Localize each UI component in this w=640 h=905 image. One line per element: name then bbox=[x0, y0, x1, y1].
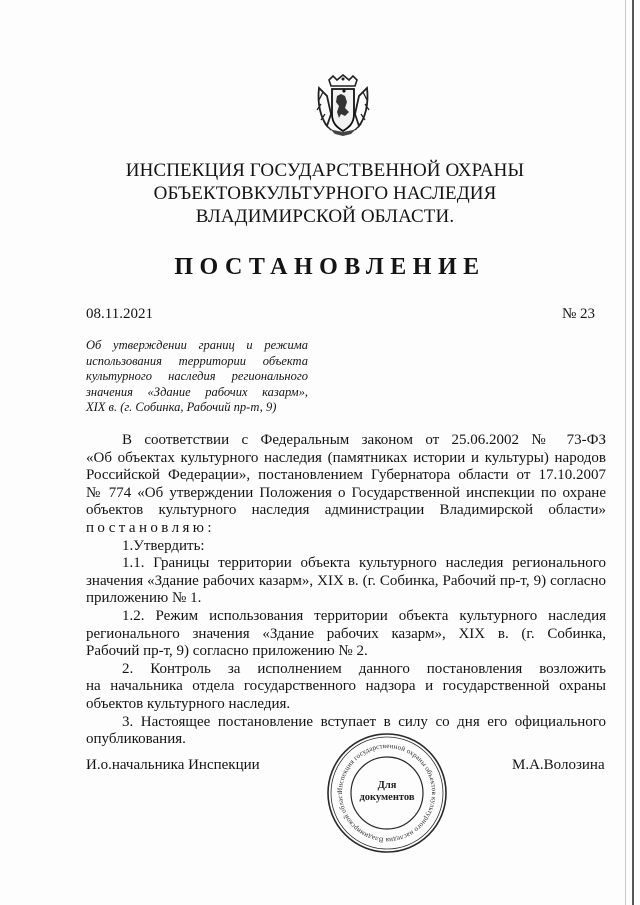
signatory-name: М.А.Волозина bbox=[512, 757, 605, 773]
coat-of-arms-emblem bbox=[315, 74, 371, 138]
document-number: № 23 bbox=[562, 306, 596, 322]
item-1-2-line: 1.2. Режим использования территории объекта культурного наследия bbox=[122, 607, 606, 624]
item-2-line: объектов культурного наследия. bbox=[86, 695, 291, 712]
subject-line: Об утверждении границ и режима bbox=[86, 338, 308, 352]
stamp-ring-text: Инспекция государственной охраны объектов культурного наследия Владимирской област bbox=[335, 741, 439, 845]
subject-line: значения «Здание рабочих казарм», bbox=[86, 384, 308, 399]
item-2-line: 2. Контроль за исполнением данного постановления возложить bbox=[122, 660, 606, 677]
agency-line: ВЛАДИМИРСКОЙ ОБЛАСТИ. bbox=[195, 206, 455, 227]
agency-line: ИНСПЕКЦИЯ ГОСУДАРСТВЕННОЙ ОХРАНЫ bbox=[125, 160, 525, 181]
approve-heading: 1.Утвердить: bbox=[122, 537, 205, 554]
agency-line: ОБЪЕКТОВКУЛЬТУРНОГО НАСЛЕДИЯ bbox=[153, 183, 497, 204]
subject-line: культурного наследия регионального bbox=[86, 369, 308, 383]
document-body bbox=[86, 432, 606, 749]
agency-name bbox=[120, 159, 530, 228]
item-1-1-line: приложению № 1. bbox=[86, 590, 202, 607]
document-date: 08.11.2021 bbox=[86, 306, 153, 322]
item-3-line: 3. Настоящее постановление вступает в силу со дня его официального bbox=[122, 713, 606, 730]
preamble-line: «Об объектах культурного наследия (памятниках истории и культуры) народов bbox=[86, 449, 606, 466]
preamble-line: Российской Федерации», постановлением Губернатора области от 17.10.2007 bbox=[86, 467, 606, 484]
preamble-line: объектов культурного наследия администрации Владимирской области» bbox=[86, 502, 606, 519]
item-2-line: на начальника отдела государственного надзора и государственной охраны bbox=[86, 678, 606, 695]
preamble-line: В соответствии с Федеральным законом от 25.06.2002 № 73-ФЗ bbox=[122, 432, 606, 448]
document-type-title: ПОСТАНОВЛЕНИЕ bbox=[174, 254, 486, 280]
resolve-word: постановляю: bbox=[86, 519, 215, 536]
scan-edge bbox=[632, 0, 634, 905]
stamp-center-text bbox=[355, 780, 419, 804]
item-1-2-line: Рабочий пр-т, 9) согласно приложению № 2. bbox=[86, 643, 368, 660]
subject-line: XIX в. (г. Собинка, Рабочий пр-т, 9) bbox=[86, 400, 277, 414]
document-subject bbox=[86, 338, 308, 416]
scan-edge-shadow bbox=[625, 0, 626, 905]
item-1-1-line: значения «Здание рабочих казарм», XIX в. (г. Собинка, Рабочий пр-т, 9) согласно bbox=[86, 572, 606, 589]
preamble-line: № 774 «Об утверждении Положения о Государственной инспекции по охране bbox=[86, 484, 606, 501]
subject-line: использования территории объекта bbox=[86, 353, 308, 368]
stamp-center-line: документов bbox=[359, 792, 415, 803]
signatory-position: И.о.начальника Инспекции bbox=[86, 757, 260, 773]
item-1-2-line: регионального значения «Здание рабочих казарм», XIX в. (г. Собинка, bbox=[86, 625, 606, 642]
item-3-line: опубликования. bbox=[86, 731, 186, 748]
item-1-1-line: 1.1. Границы территории объекта культурного наследия регионального bbox=[122, 555, 606, 572]
stamp-center-line: Для bbox=[377, 780, 397, 791]
